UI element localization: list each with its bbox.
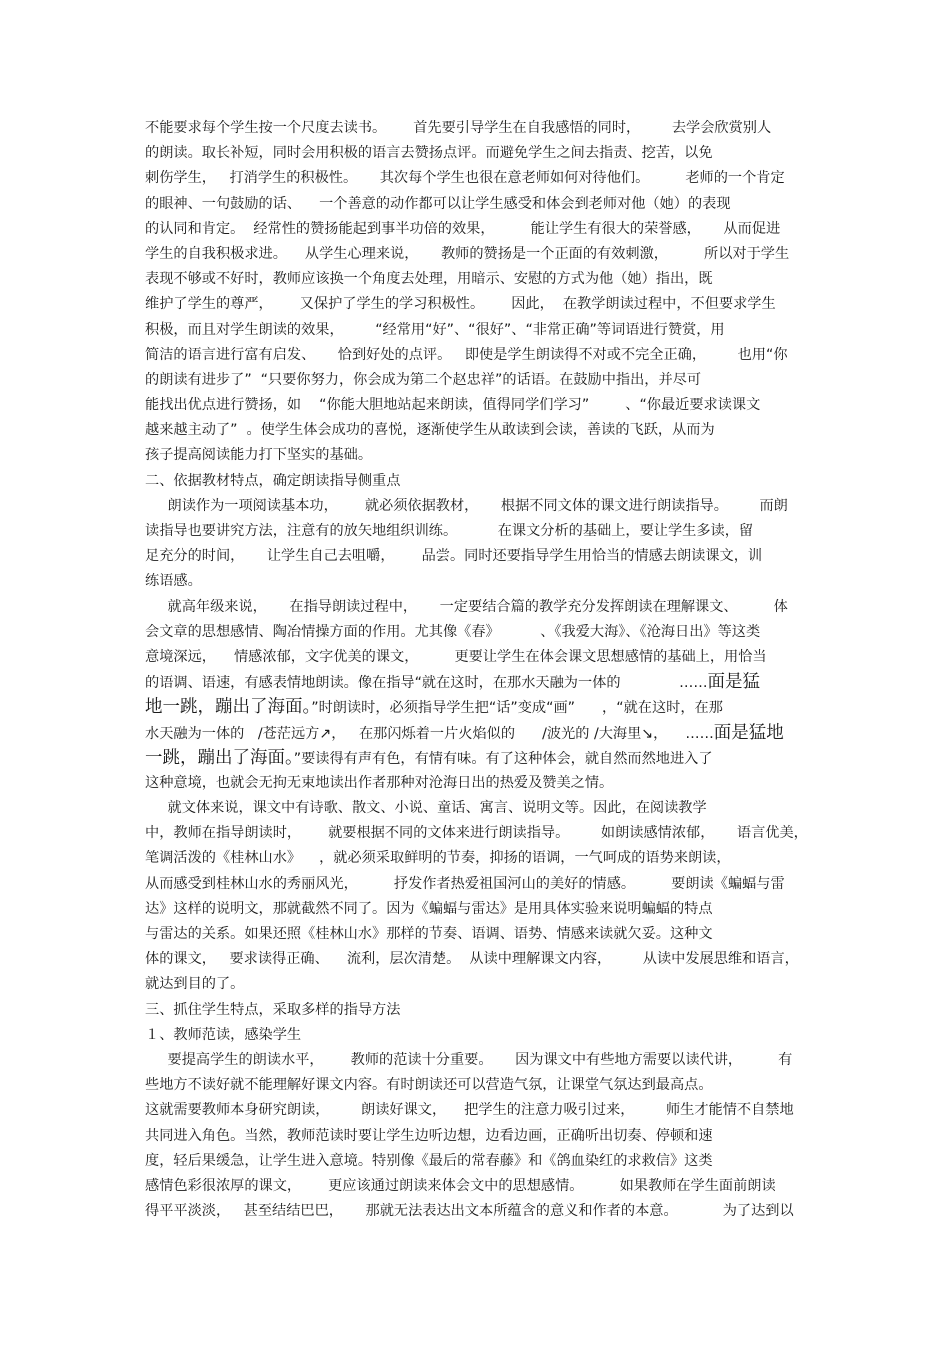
text-line: 学生的自我积极求进。 从学生心理来说， 教师的赞扬是一个正面的有效刺激， 所以对于学生: [145, 245, 790, 262]
text-line: [145, 695, 815, 720]
text-line: 与雷达的关系。如果还照《桂林山水》那样的节奏、语调、语势、情感来读就欠妥。这种文: [145, 926, 713, 942]
text-line: 的眼神、一句鼓励的话、 一个善意的动作都可以让学生感受和体会到老师对他（她）的表现: [145, 195, 731, 212]
text-line: 的朗读有进步了” “只要你努力，你会成为第二个赵忠祥”的话语。在鼓励中指出，并尽可: [145, 371, 702, 388]
text-line: 达》这样的说明文，那就截然不同了。因为《蝙蝠与雷达》是用具体实验来说明蝙蝠的特点: [145, 900, 713, 917]
text-line: 就达到目的了。: [145, 976, 245, 993]
text-line: 不能要求每个学生按一个尺度去读书。 首先要引导学生在自我感悟的同时， 去学会欣赏别人: [145, 120, 772, 136]
text-line: 这就需要教师本身研究朗读， 朗读好课文， 把学生的注意力吸引过来， 师生才能情不自禁地: [145, 1102, 794, 1119]
text-line: 这种意境，也就会无拘无束地读出作者那种对沧海日出的热爱及赞美之情。: [145, 774, 614, 791]
text-line: 能找出优点进行赞扬，如 “你能大胆地站起来朗读，值得同学们学习” 、“你最近要求读课文: [145, 397, 761, 414]
text-line: 维护了学生的尊严， 又保护了学生的学习积极性。 因此， 在教学朗读过程中，不但要求学生: [145, 296, 776, 313]
text-line: 笔调活泼的《桂林山水》 ，就必须采取鲜明的节奏，抑扬的语调，一气呵成的语势来朗读，: [145, 850, 731, 867]
text-line: 就高年级来说， 在指导朗读过程中， 一定要结合篇的教学充分发挥朗读在理解课文、 体: [145, 598, 788, 615]
text-line: 越来越主动了” 。使学生体会成功的喜悦，逐渐使学生从敢读到会读，善读的飞跃，从而为: [145, 422, 715, 439]
text-line-part: 水天融为一体的 /苍茫远方↗， 在那闪烁着一片火焰似的 /波光的 /大海里↘， ……: [145, 725, 714, 742]
section-heading: 二、依据教材特点，确定朗读指导侧重点: [145, 472, 401, 489]
text-line: 孩子提高阅读能力打下坚实的基础。: [145, 447, 373, 464]
text-line-part: ”要读得有声有色，有情有味。有了这种体会，就自然而然地进入了: [293, 750, 713, 767]
text-line: 简洁的语言进行富有启发、 恰到好处的点评。 即使是学生朗读得不对或不完全正确， 也用“你: [145, 346, 788, 363]
text-line: [145, 746, 815, 771]
body-text: [145, 116, 815, 1224]
text-line: 会文章的思想感情、陶冶情操方面的作用。尤其像《春》 、《我爱大海》、《沧海日出》等这类: [145, 623, 761, 640]
text-line: 表现不够或不好时，教师应该换一个角度去处理，用暗示、安慰的方式为他（她）指出，既: [145, 271, 713, 288]
emphasized-text: 地一跳，蹦出了海面。: [145, 697, 312, 718]
text-line: 度，轻后果缓急，让学生进入意境。特别像《最后的常春藤》和《鸽血染红的求救信》这类: [145, 1152, 713, 1169]
text-line: 练语感。: [145, 573, 202, 590]
text-line: 足充分的时间， 让学生自己去咀嚼， 品尝。同时还要指导学生用恰当的情感去朗读课文，训: [145, 548, 763, 565]
text-line: 共同进入角色。当然，教师范读时要让学生边听边想，边看边画，正确听出切奏、停顿和速: [145, 1127, 713, 1144]
text-line: 意境深远， 情感浓郁，文字优美的课文， 更要让学生在体会课文思想感情的基础上，用恰当: [145, 648, 767, 665]
text-line: 体的课文， 要求读得正确、 流利，层次清楚。 从读中理解课文内容， 从读中发展思维和语言，: [145, 951, 799, 968]
text-line: 些地方不读好就不能理解好课文内容。有时朗读还可以营造气氛，让课堂气氛达到最高点。: [145, 1077, 713, 1094]
text-line: 得平平淡淡， 甚至结结巴巴， 那就无法表达出文本所蕴含的意义和作者的本意。 为了达到以: [145, 1203, 794, 1220]
text-line: 刺伤学生， 打消学生的积极性。 其次每个学生也很在意老师如何对待他们。 老师的一个肯定: [145, 170, 785, 187]
text-line: 就文体来说，课文中有诗歌、散文、小说、童话、寓言、说明文等。因此，在阅读教学: [145, 800, 707, 817]
emphasized-text: 面是猛地: [713, 722, 784, 743]
text-line: 的朗读。取长补短，同时会用积极的语言去赞扬点评。而避免学生之间去指责、挖苦，以免: [145, 145, 713, 162]
text-line: 读指导也要讲究方法，注意有的放矢地组织训练。 在课文分析的基础上，要让学生多读，留: [145, 523, 754, 539]
text-line-part: 的语调、语速，有感表情地朗读。像在指导“就在这时，在那水天融为一体的 ……: [145, 675, 708, 692]
subsection-heading: １、教师范读，感染学生: [145, 1026, 302, 1043]
section-heading: 三、抓住学生特点，采取多样的指导方法: [145, 1001, 401, 1018]
emphasized-text: 面是猛: [707, 672, 761, 693]
text-line: 中，教师在指导朗读时， 就要根据不同的文体来进行朗读指导。 如朗读感情浓郁， 语言优美，: [145, 825, 808, 842]
text-line: 从而感受到桂林山水的秀丽风光， 抒发作者热爱祖国河山的美好的情感。 要朗读《蝙蝠与雷: [145, 875, 785, 892]
emphasized-text: 一跳，蹦出了海面。: [145, 747, 294, 768]
text-line: 朗读作为一项阅读基本功， 就必须依据教材， 根据不同文体的课文进行朗读指导。 而朗: [145, 497, 788, 514]
text-line: 积极，而且对学生朗读的效果， “经常用“好”、“很好”、“非常正确”等词语进行赞赏，用: [145, 321, 725, 338]
text-line: [145, 670, 815, 695]
text-line: 的认同和肯定。 经常性的赞扬能起到事半功倍的效果， 能让学生有很大的荣誉感， 从而促进: [145, 220, 781, 237]
text-line: [145, 721, 815, 746]
text-line-part: ”时朗读时，必须指导学生把“话”变成“画” ，“就在这时，在那: [311, 700, 723, 717]
text-line: 感情色彩很浓厚的课文， 更应该通过朗读来体会文中的思想感情。 如果教师在学生面前朗读: [145, 1177, 776, 1194]
text-line: 要提高学生的朗读水平， 教师的范读十分重要。 因为课文中有些地方需要以读代讲， 有: [145, 1051, 793, 1068]
